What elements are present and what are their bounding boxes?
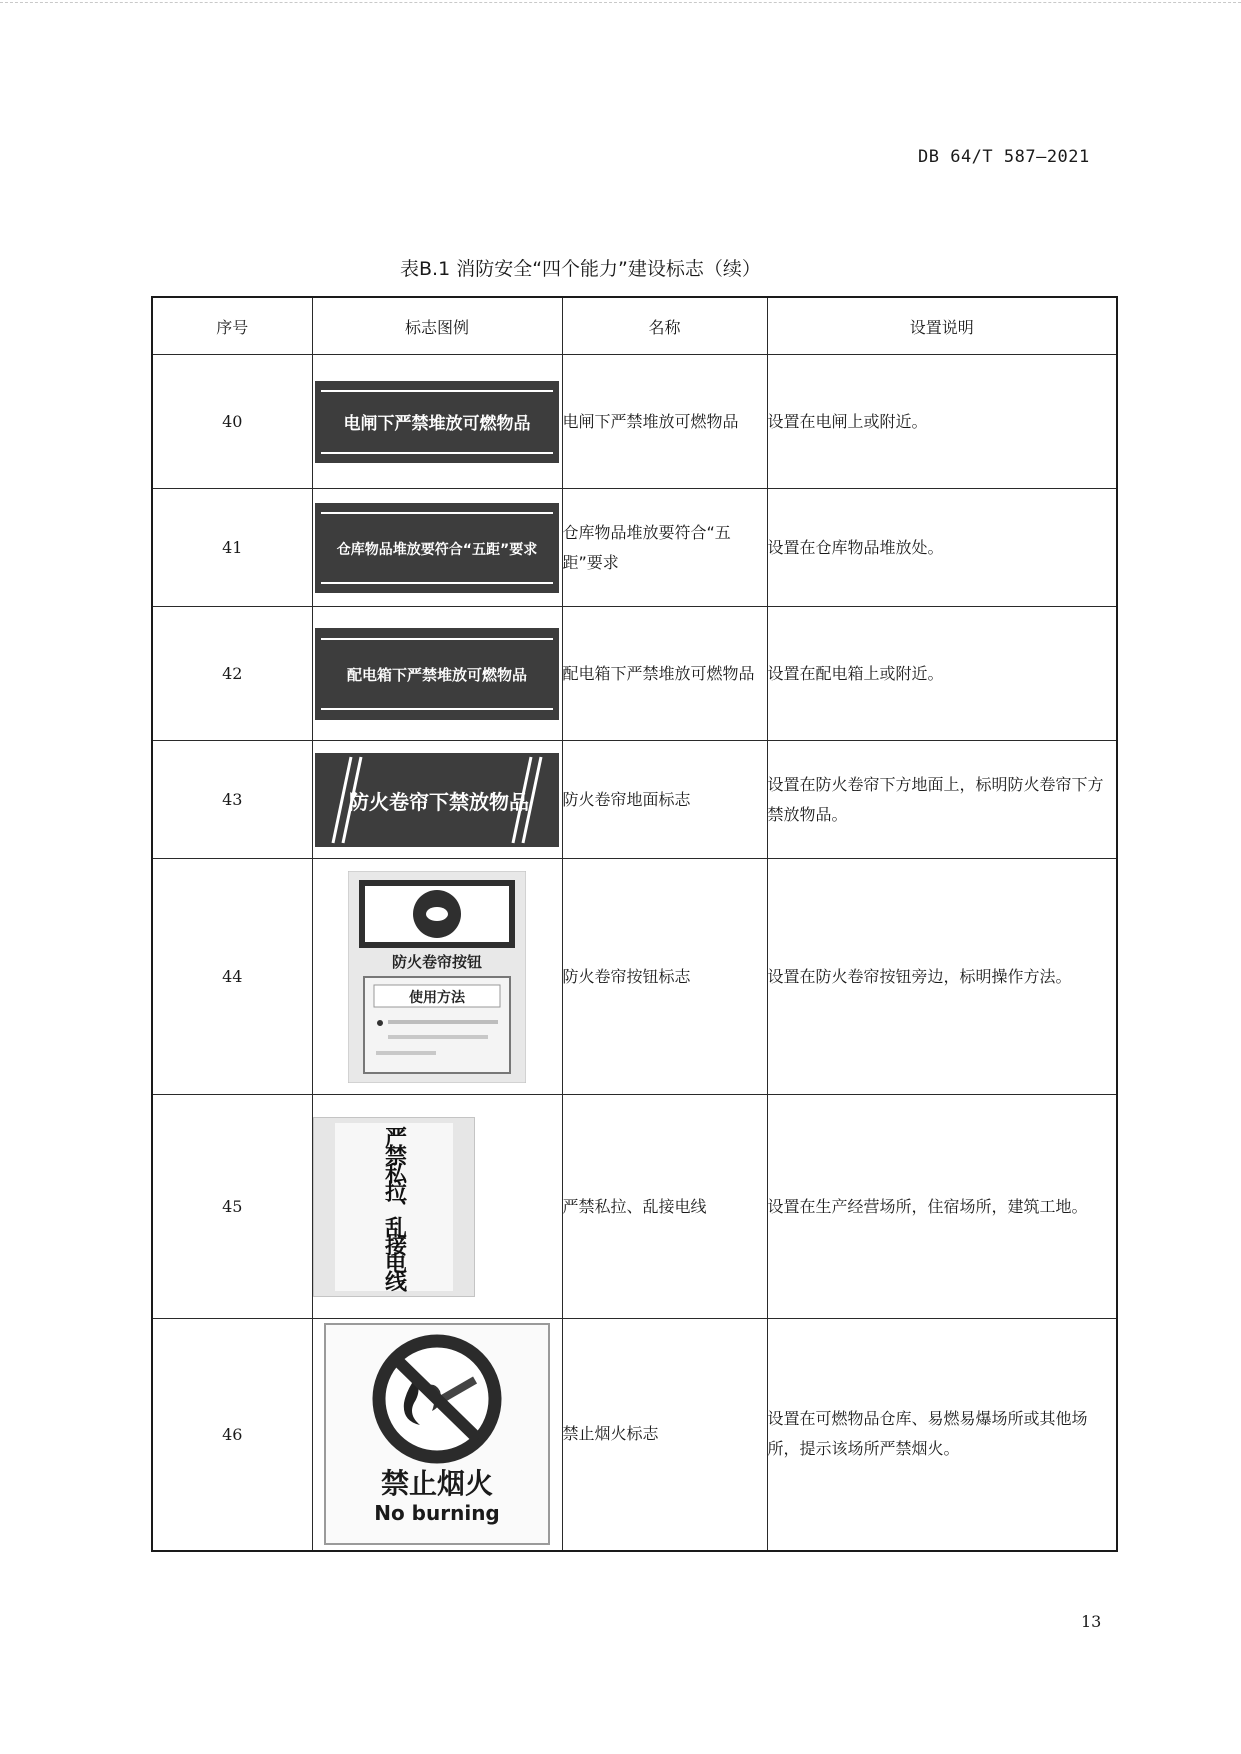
sign-cell: [312, 355, 562, 489]
sign-description: 设置在电闸上或附近。: [767, 355, 1117, 489]
row-number: 41: [152, 489, 312, 607]
table-row: [152, 741, 1117, 859]
sign-name: 仓库物品堆放要符合“五距”要求: [562, 489, 767, 607]
table-row: [152, 859, 1117, 1095]
row-number: 42: [152, 607, 312, 741]
table-row: [152, 607, 1117, 741]
sign-title: 防火卷帘按钮: [391, 952, 483, 971]
sign-text: 防火卷帘下禁放物品: [349, 789, 529, 814]
banner-sign: [315, 381, 559, 463]
sign-description: 设置在配电箱上或附近。: [767, 607, 1117, 741]
sign-cell: [312, 489, 562, 607]
scan-top-line: [0, 2, 1241, 3]
sign-name: 防火卷帘地面标志: [562, 741, 767, 859]
sign-cell: [312, 1095, 562, 1319]
table-row: [152, 1319, 1117, 1551]
sign-name: 电闸下严禁堆放可燃物品: [562, 355, 767, 489]
sign-name: 严禁私拉、乱接电线: [562, 1095, 767, 1319]
table-title: 表B.1 消防安全“四个能力”建设标志（续）: [400, 258, 761, 280]
row-number: 40: [152, 355, 312, 489]
table-header-row: [152, 297, 1117, 355]
vertical-sign: [313, 1117, 475, 1297]
sign-text: 配电箱下严禁堆放可燃物品: [346, 665, 528, 684]
table-row: [152, 1095, 1117, 1319]
sign-text: 严禁私拉、乱接电线: [381, 1125, 407, 1288]
col-header-no: 序号: [152, 297, 312, 355]
table-row: [152, 355, 1117, 489]
col-header-desc: 设置说明: [767, 297, 1117, 355]
sign-chinese-text: 禁止烟火: [380, 1467, 494, 1501]
page-number: 13: [1081, 1612, 1102, 1631]
sign-text: 仓库物品堆放要符合“五距”要求: [336, 541, 538, 558]
sign-description: 设置在防火卷帘下方地面上，标明防火卷帘下方禁放物品。: [767, 741, 1117, 859]
col-header-name: 名称: [562, 297, 767, 355]
floor-sign: [315, 753, 559, 847]
button-instruction-sign: [348, 871, 526, 1083]
banner-sign: [315, 503, 559, 593]
table-row: [152, 489, 1117, 607]
sign-name: 配电箱下严禁堆放可燃物品: [562, 607, 767, 741]
sign-cell: [312, 859, 562, 1095]
row-number: 43: [152, 741, 312, 859]
sign-text: 电闸下严禁堆放可燃物品: [343, 413, 531, 434]
col-header-sign: 标志图例: [312, 297, 562, 355]
no-fire-sign: [324, 1323, 550, 1545]
sign-name: 禁止烟火标志: [562, 1319, 767, 1551]
sign-description: 设置在仓库物品堆放处。: [767, 489, 1117, 607]
sign-description: 设置在可燃物品仓库、易燃易爆场所或其他场所，提示该场所严禁烟火。: [767, 1319, 1117, 1551]
sign-description: 设置在生产经营场所，住宿场所，建筑工地。: [767, 1095, 1117, 1319]
row-number: 45: [152, 1095, 312, 1319]
sign-name: 防火卷帘按钮标志: [562, 859, 767, 1095]
sign-cell: [312, 607, 562, 741]
sign-cell: [312, 741, 562, 859]
sign-english-text: No burning: [374, 1501, 500, 1526]
document-code: DB 64/T 587—2021: [918, 147, 1090, 167]
sign-subtitle: 使用方法: [409, 989, 465, 1006]
sign-cell: [312, 1319, 562, 1551]
sign-description: 设置在防火卷帘按钮旁边，标明操作方法。: [767, 859, 1117, 1095]
banner-sign: [315, 628, 559, 720]
row-number: 46: [152, 1319, 312, 1551]
row-number: 44: [152, 859, 312, 1095]
signs-table: [151, 296, 1118, 1552]
